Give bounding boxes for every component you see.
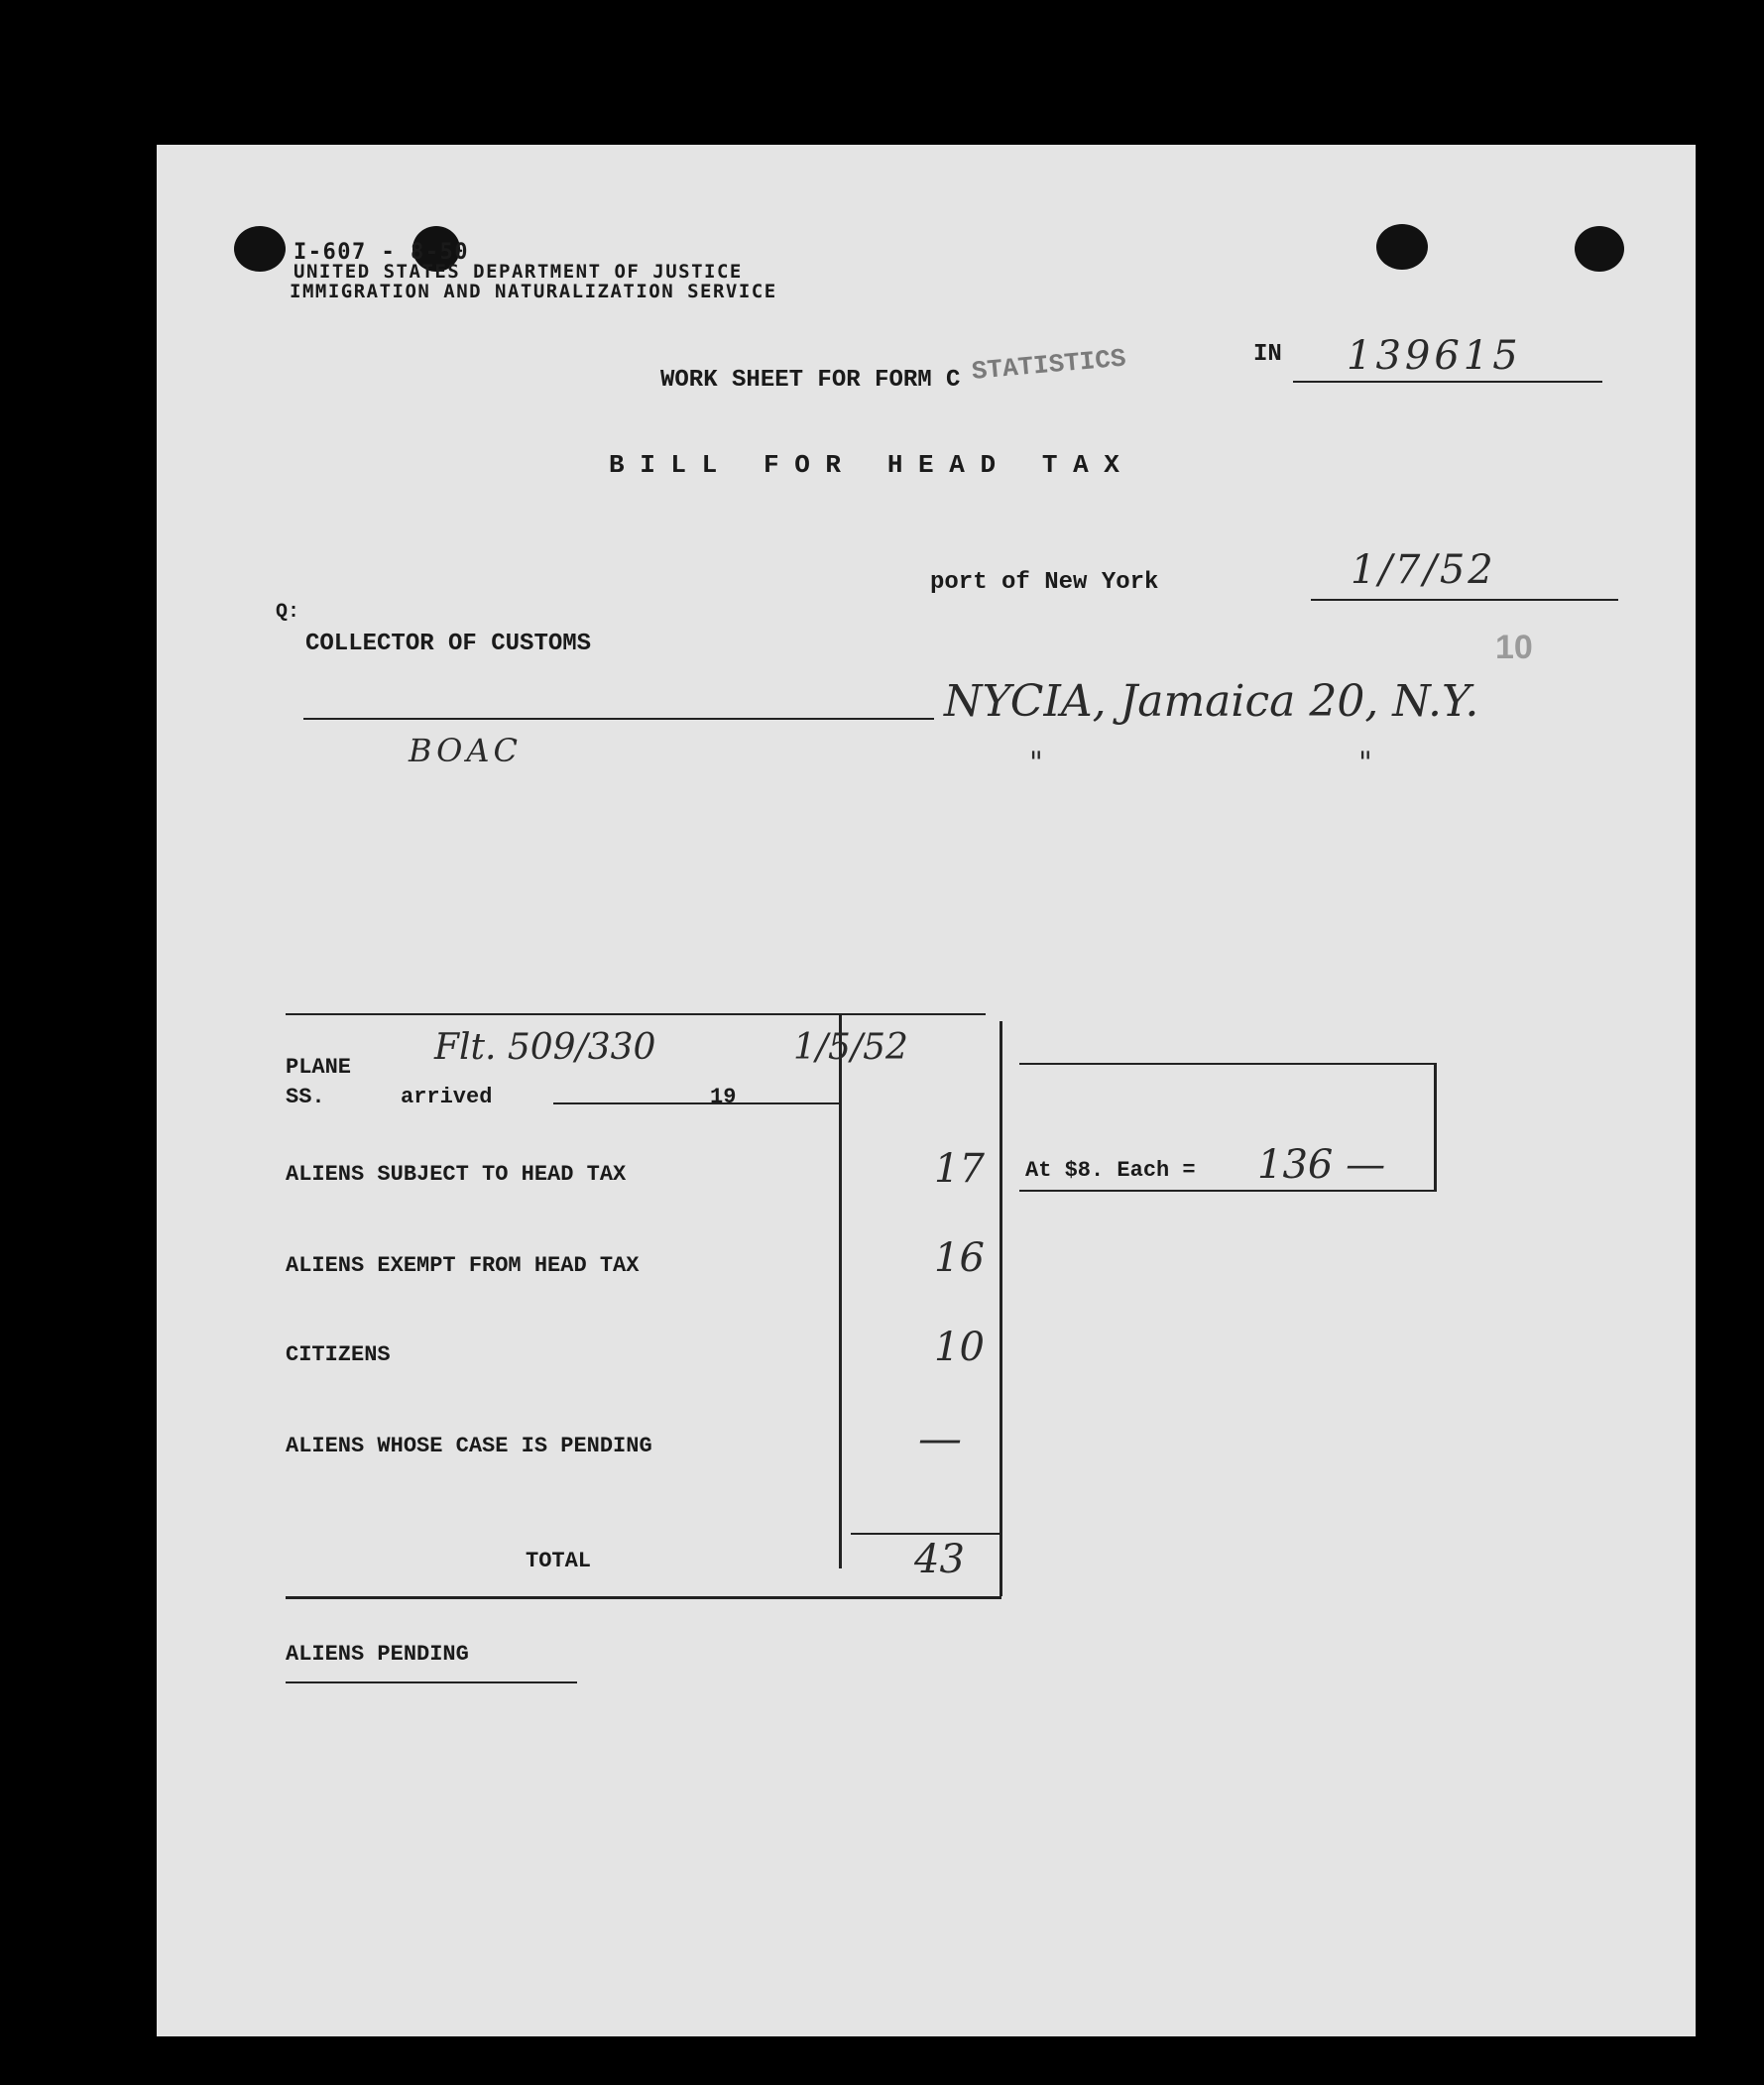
table-divider-vertical-1 bbox=[839, 1013, 842, 1568]
total-top-rule bbox=[851, 1533, 1000, 1535]
ditto-mark-1: " bbox=[1029, 746, 1043, 780]
total-value: 43 bbox=[914, 1537, 965, 1582]
carrier-handwritten: BOAC bbox=[409, 732, 522, 769]
punch-hole-right-2 bbox=[1575, 226, 1624, 272]
plane-label: PLANE bbox=[286, 1055, 352, 1080]
agency-line-1: UNITED STATES DEPARTMENT OF JUSTICE bbox=[294, 261, 743, 283]
table-top-rule bbox=[286, 1013, 986, 1015]
table-divider-vertical-2 bbox=[1000, 1021, 1002, 1596]
punch-hole-left bbox=[234, 226, 286, 272]
arrival-date-handwritten: 1/5/52 bbox=[793, 1027, 908, 1068]
address-handwritten: NYCIA, Jamaica 20, N.Y. bbox=[944, 676, 1479, 727]
year-prefix: 19 bbox=[710, 1085, 737, 1109]
arrived-label: arrived bbox=[401, 1085, 493, 1109]
serial-number: 139615 bbox=[1347, 333, 1522, 379]
ss-label: SS. bbox=[286, 1085, 325, 1109]
port-label: port of New York bbox=[930, 569, 1159, 596]
row-label-exempt: ALIENS EXEMPT FROM HEAD TAX bbox=[286, 1253, 640, 1278]
statistics-stamp: STATISTICS bbox=[970, 343, 1127, 387]
worksheet-label: WORK SHEET FOR FORM C bbox=[660, 367, 961, 394]
rate-label: At $8. Each = bbox=[1025, 1158, 1196, 1183]
row-value-exempt: 16 bbox=[934, 1235, 985, 1281]
bill-title: B I L L F O R H E A D T A X bbox=[609, 450, 1119, 480]
document-page bbox=[157, 145, 1696, 2036]
addressee: COLLECTOR OF CUSTOMS bbox=[305, 631, 592, 657]
date-underline bbox=[1311, 599, 1618, 601]
row-label-subject: ALIENS SUBJECT TO HEAD TAX bbox=[286, 1162, 627, 1187]
rate-amount: 136 — bbox=[1257, 1142, 1386, 1188]
rate-box-top bbox=[1019, 1063, 1436, 1065]
rate-box-bottom bbox=[1019, 1190, 1436, 1192]
ditto-mark-2: " bbox=[1358, 746, 1372, 780]
punch-hole-right-1 bbox=[1376, 224, 1428, 270]
in-label: IN bbox=[1253, 341, 1282, 368]
flight-handwritten: Flt. 509/330 bbox=[434, 1027, 656, 1068]
aliens-pending-underline bbox=[286, 1681, 577, 1683]
form-number: I-607 - 8-50 bbox=[294, 240, 469, 265]
serial-underline bbox=[1293, 381, 1602, 383]
row-label-citizens: CITIZENS bbox=[286, 1342, 391, 1367]
arrived-blank bbox=[553, 1102, 698, 1104]
rate-box-right bbox=[1434, 1063, 1437, 1192]
to-label: Q: bbox=[276, 601, 300, 624]
row-value-subject: 17 bbox=[934, 1146, 985, 1192]
faint-mark: 10 bbox=[1495, 629, 1533, 666]
total-label: TOTAL bbox=[526, 1549, 592, 1573]
agency-line-2: IMMIGRATION AND NATURALIZATION SERVICE bbox=[290, 281, 777, 302]
table-bottom-rule bbox=[286, 1596, 1001, 1599]
row-label-pending: ALIENS WHOSE CASE IS PENDING bbox=[286, 1434, 652, 1458]
address-underline bbox=[303, 718, 934, 720]
row-value-citizens: 10 bbox=[934, 1325, 985, 1370]
aliens-pending-label: ALIENS PENDING bbox=[286, 1642, 469, 1667]
row-value-pending: — bbox=[918, 1414, 962, 1464]
bill-date: 1/7/52 bbox=[1351, 547, 1496, 593]
